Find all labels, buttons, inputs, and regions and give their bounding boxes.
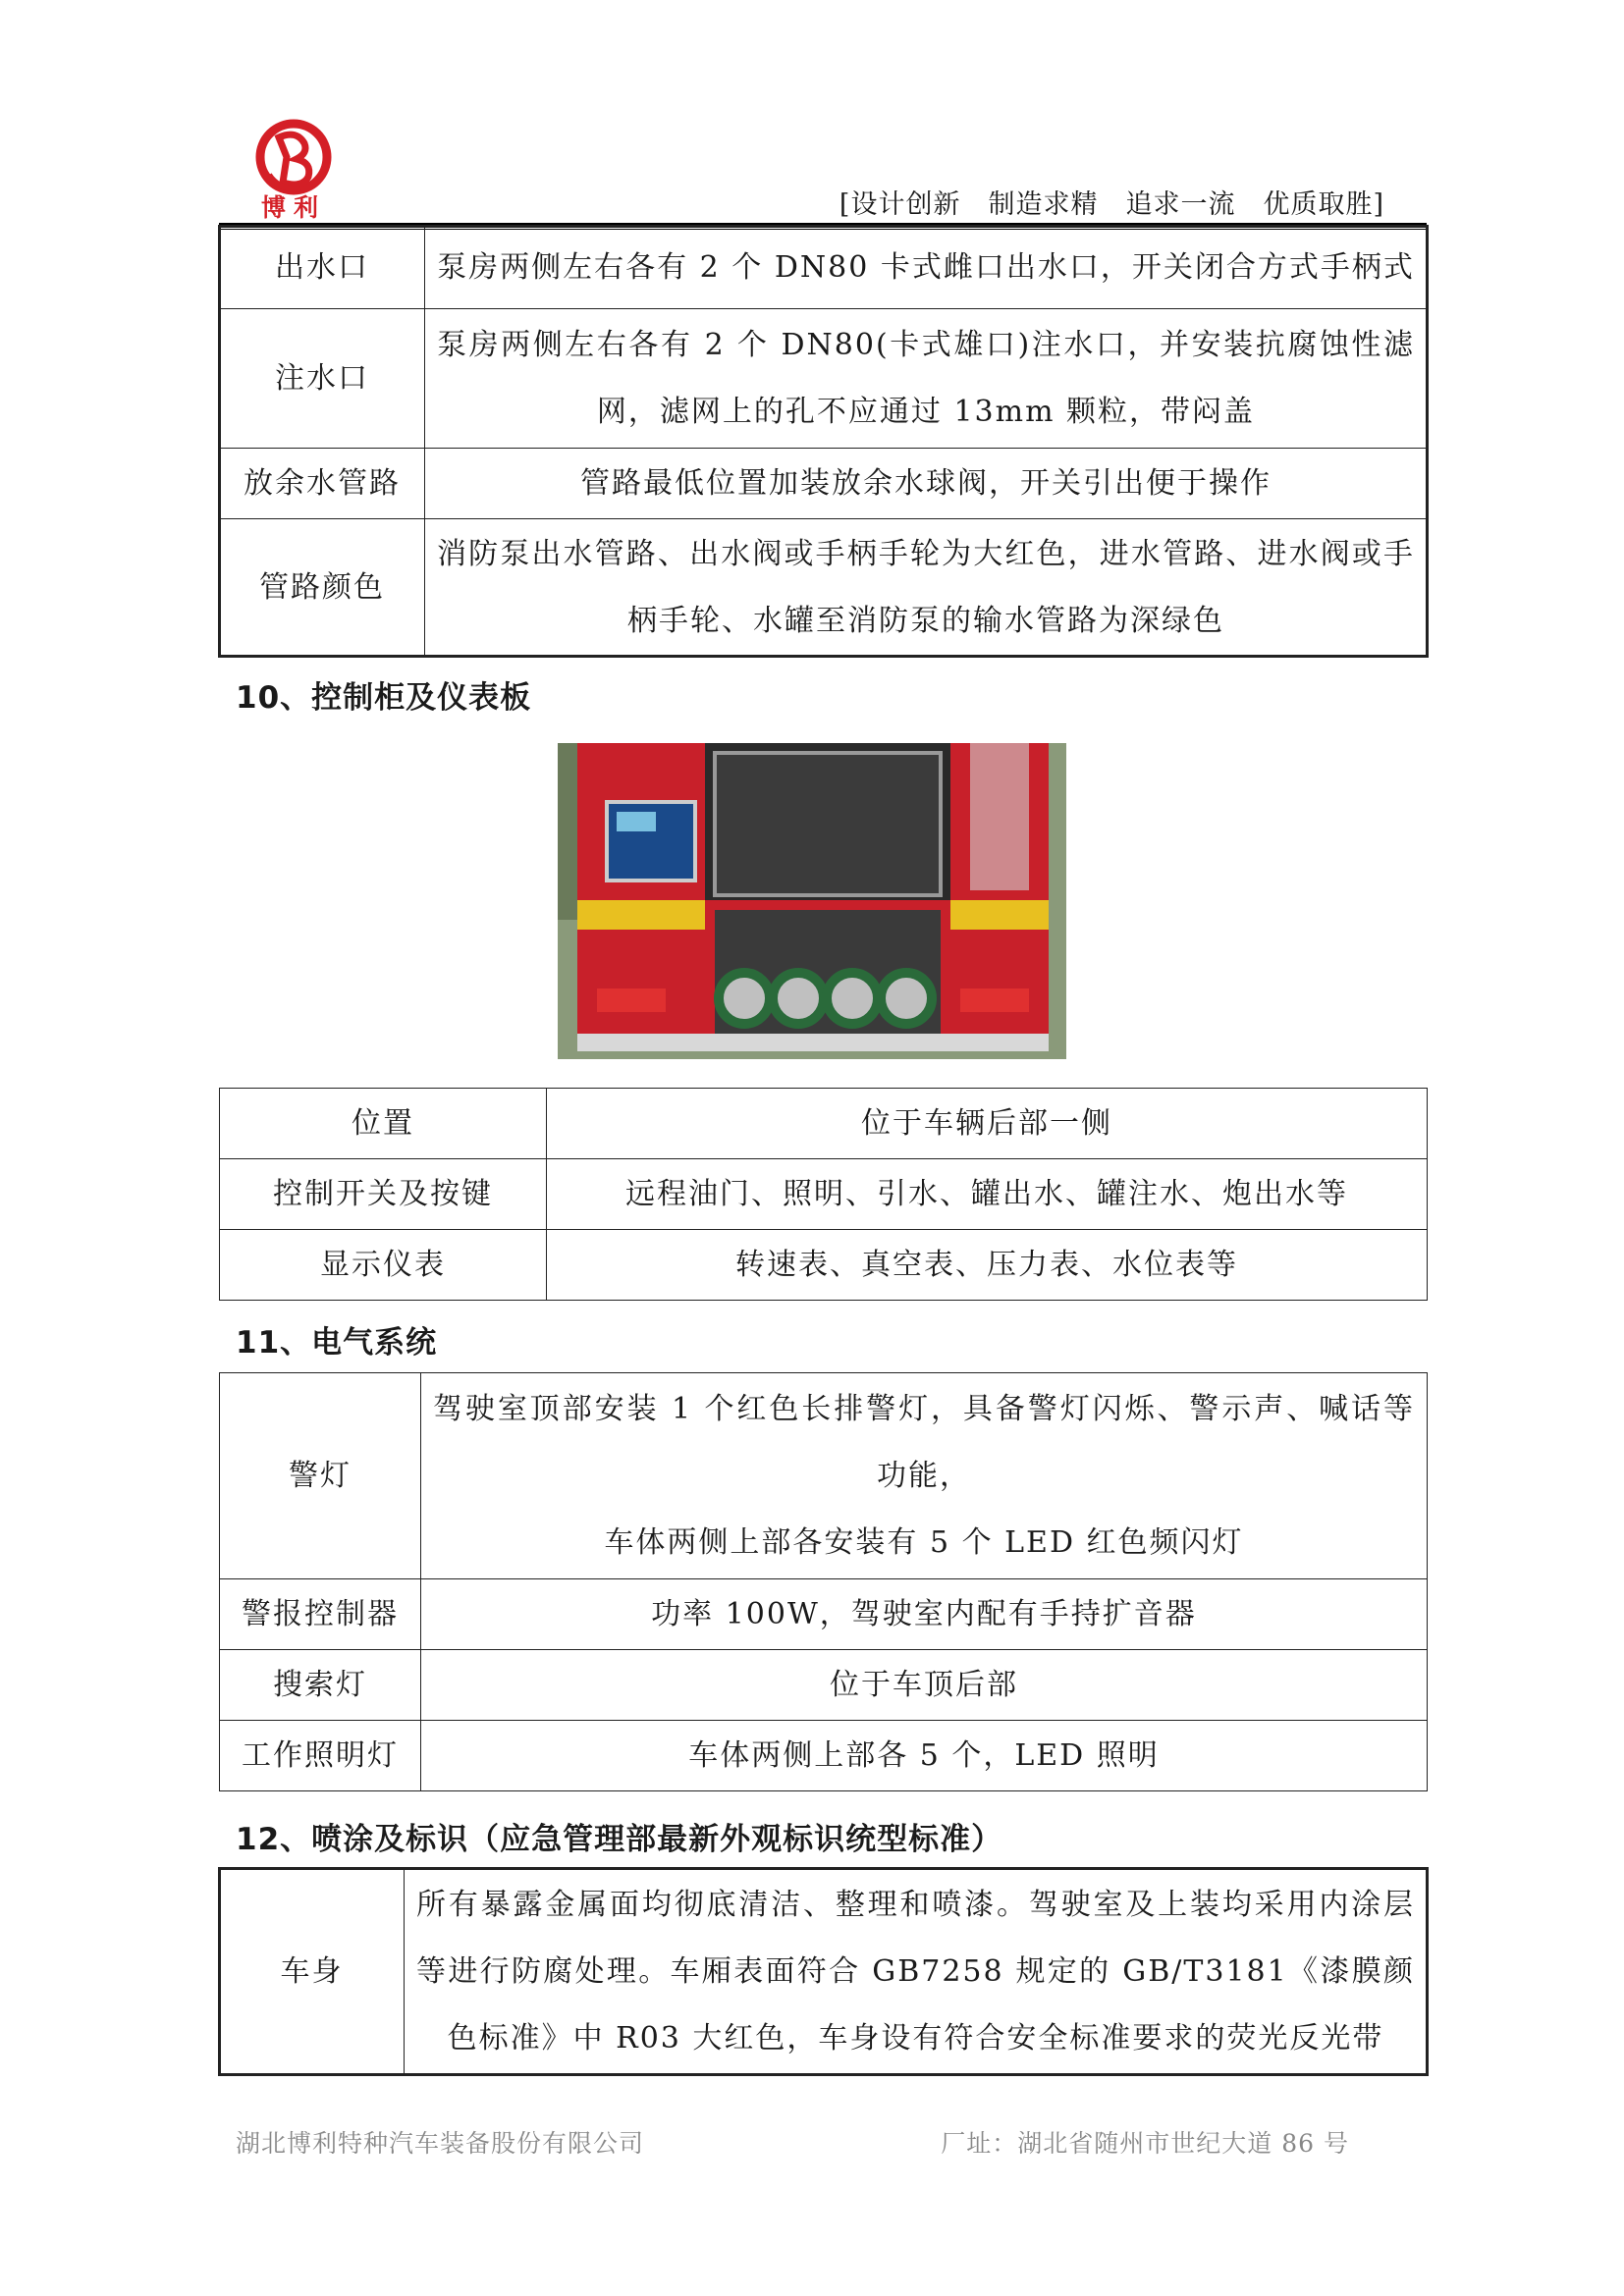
table-row bbox=[220, 1230, 1428, 1301]
row-value: 转速表、真空表、压力表、水位表等 bbox=[547, 1230, 1428, 1301]
row-label: 控制开关及按键 bbox=[220, 1159, 547, 1230]
table-row bbox=[220, 1089, 1428, 1159]
row-value: 管路最低位置加装放余水球阀，开关引出便于操作 bbox=[425, 449, 1428, 519]
row-label: 管路颜色 bbox=[220, 519, 425, 657]
row-value: 泵房两侧左右各有 2 个 DN80 卡式雌口出水口，开关闭合方式手柄式 bbox=[425, 227, 1428, 309]
control-spec-table bbox=[219, 1088, 1428, 1301]
table-row bbox=[220, 1579, 1428, 1650]
table-row bbox=[220, 1650, 1428, 1721]
footer-company: 湖北博利特种汽车装备股份有限公司 bbox=[236, 2129, 645, 2158]
row-value: 位于车辆后部一侧 bbox=[547, 1089, 1428, 1159]
pipe-spec-table bbox=[219, 226, 1428, 657]
row-value-line: 驾驶室顶部安装 1 个红色长排警灯，具备警灯闪烁、警示声、喊话等功能， bbox=[433, 1391, 1415, 1493]
row-value: 远程油门、照明、引水、罐出水、罐注水、炮出水等 bbox=[547, 1159, 1428, 1230]
table-row bbox=[220, 227, 1428, 309]
table-row bbox=[220, 309, 1428, 449]
row-value: 消防泵出水管路、出水阀或手柄手轮为大红色，进水管路、进水阀或手柄手轮、水罐至消防泵的输水管路为深绿色 bbox=[425, 519, 1428, 657]
table-row bbox=[220, 1721, 1428, 1791]
electric-spec-table bbox=[219, 1372, 1428, 1791]
section-heading: 12、喷涂及标识（应急管理部最新外观标识统型标准） bbox=[236, 1822, 1003, 1857]
row-label: 搜索灯 bbox=[220, 1650, 421, 1721]
table-row bbox=[220, 1869, 1428, 2075]
footer-address: 厂址：湖北省随州市世纪大道 86 号 bbox=[941, 2129, 1349, 2158]
row-value: 位于车顶后部 bbox=[421, 1650, 1428, 1721]
header-slogan: [设计创新 制造求精 追求一流 优质取胜] bbox=[839, 189, 1384, 220]
paint-spec-table bbox=[219, 1868, 1428, 2075]
control-cabinet-photo bbox=[558, 743, 1066, 1059]
row-label: 出水口 bbox=[220, 227, 425, 309]
row-label: 放余水管路 bbox=[220, 449, 425, 519]
table-row bbox=[220, 1373, 1428, 1579]
row-label: 工作照明灯 bbox=[220, 1721, 421, 1791]
row-label: 位置 bbox=[220, 1089, 547, 1159]
row-value: 泵房两侧左右各有 2 个 DN80(卡式雄口)注水口，并安装抗腐蚀性滤网，滤网上的孔不应通过 13mm 颗粒，带闷盖 bbox=[425, 309, 1428, 449]
section-heading: 10、控制柜及仪表板 bbox=[236, 680, 532, 716]
row-label: 车身 bbox=[220, 1869, 405, 2075]
table-row bbox=[220, 519, 1428, 657]
row-value: 车体两侧上部各 5 个，LED 照明 bbox=[421, 1721, 1428, 1791]
table-row bbox=[220, 449, 1428, 519]
table-row bbox=[220, 1159, 1428, 1230]
row-value-line: 车体两侧上部各安装有 5 个 LED 红色频闪灯 bbox=[604, 1524, 1244, 1560]
row-label: 显示仪表 bbox=[220, 1230, 547, 1301]
row-value: 功率 100W，驾驶室内配有手持扩音器 bbox=[421, 1579, 1428, 1650]
row-label: 警灯 bbox=[220, 1373, 421, 1579]
row-label: 警报控制器 bbox=[220, 1579, 421, 1650]
row-value bbox=[421, 1373, 1428, 1579]
row-value: 所有暴露金属面均彻底清洁、整理和喷漆。驾驶室及上装均采用内涂层等进行防腐处理。车厢表面符合 GB7258 规定的 GB/T3181《漆膜颜色标准》中 R03 大红色，车身设有符合安全标准要求的荧光反光带 bbox=[405, 1869, 1428, 2075]
section-heading: 11、电气系统 bbox=[236, 1325, 438, 1361]
row-label: 注水口 bbox=[220, 309, 425, 449]
logo-text: 博利 bbox=[260, 193, 326, 222]
